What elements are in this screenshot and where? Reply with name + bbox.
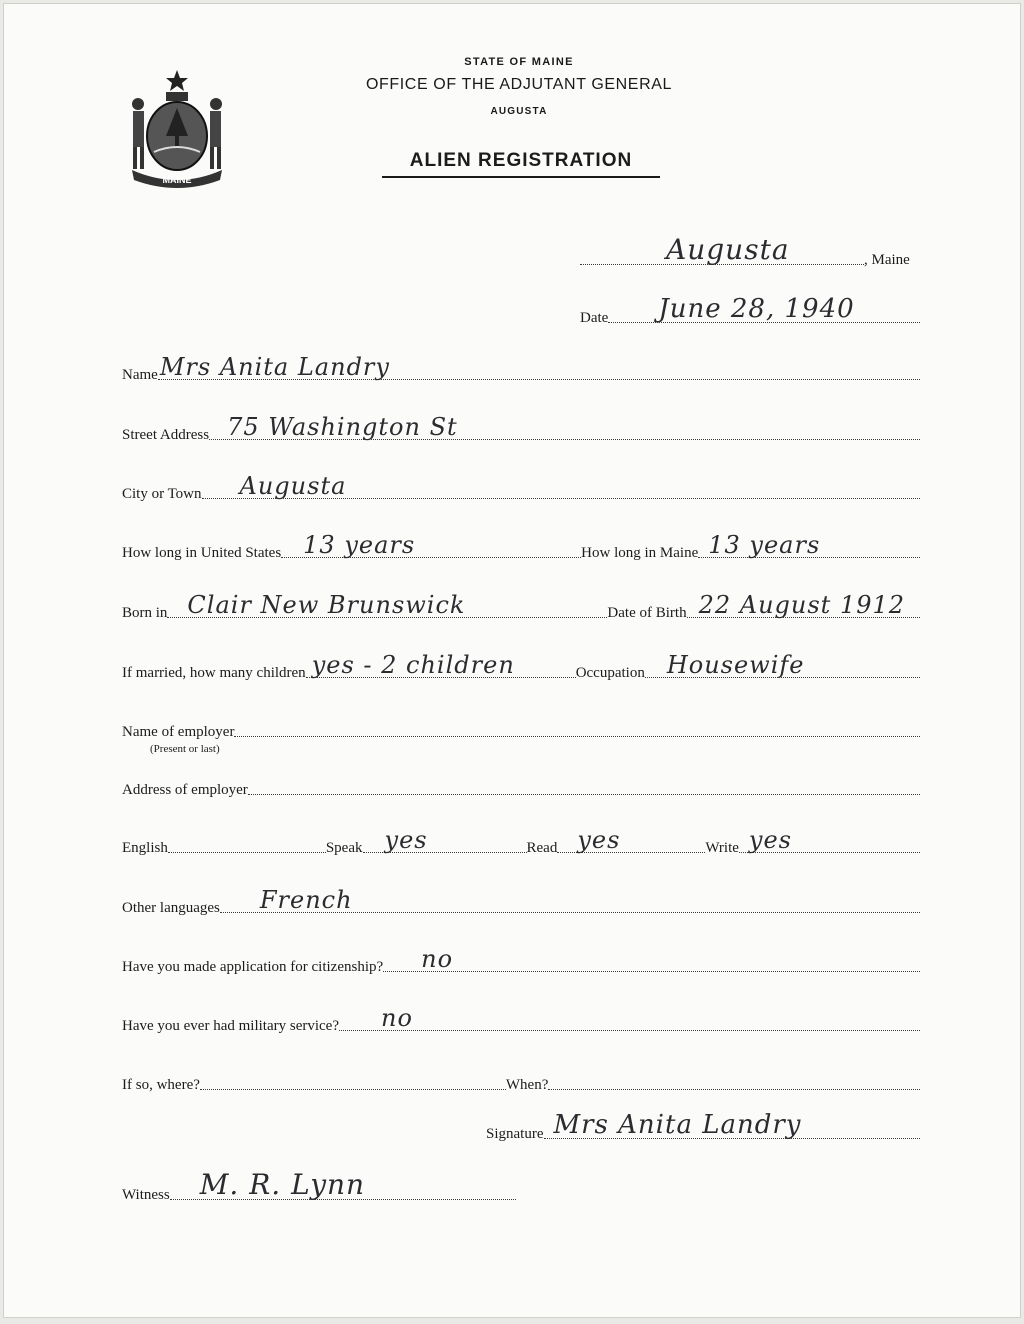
witness-value: M. R. Lynn — [199, 1168, 366, 1201]
birth-row — [122, 591, 920, 622]
name-row — [122, 353, 920, 384]
date-label: Date — [580, 310, 609, 326]
occupation-field[interactable] — [645, 651, 920, 679]
speak-field[interactable] — [363, 826, 527, 854]
english-row — [122, 826, 920, 857]
born-field[interactable] — [167, 591, 607, 619]
occupation-value: Housewife — [666, 651, 805, 679]
where-label: If so, where? — [122, 1077, 200, 1093]
speak-label: Speak — [325, 840, 363, 856]
city-value: Augusta — [239, 472, 347, 500]
name-value: Mrs Anita Landry — [159, 353, 390, 381]
children-label: If married, how many children — [122, 665, 306, 681]
born-label: Born in — [122, 605, 168, 621]
signature-field[interactable] — [544, 1110, 921, 1140]
english-field[interactable] — [168, 851, 326, 853]
date-field[interactable] — [608, 294, 920, 324]
when-label: When? — [505, 1077, 549, 1093]
employer-label: Name of employer — [122, 724, 235, 740]
name-label: Name — [122, 367, 158, 383]
city-heading: AUGUSTA — [490, 106, 548, 117]
english-label: English — [122, 840, 168, 856]
street-value: 75 Washington St — [227, 413, 458, 441]
place-value: Augusta — [666, 233, 790, 266]
us-years-value: 13 years — [303, 531, 416, 559]
maine-state-seal — [126, 66, 228, 192]
speak-value: yes — [384, 826, 428, 854]
maine-years-field[interactable] — [698, 531, 920, 559]
write-label: Write — [705, 840, 739, 856]
read-label: Read — [526, 840, 558, 856]
place-row — [580, 233, 920, 269]
dob-label: Date of Birth — [607, 605, 687, 621]
city-field[interactable] — [202, 472, 920, 500]
signature-value: Mrs Anita Landry — [553, 1110, 802, 1140]
name-field[interactable] — [158, 353, 920, 381]
state-heading: STATE OF MAINE — [464, 56, 574, 68]
maine-years-value: 13 years — [708, 531, 821, 559]
citizenship-row — [122, 945, 920, 976]
street-label: Street Address — [122, 427, 210, 443]
service-row — [122, 1077, 920, 1094]
maine-years-label: How long in Maine — [581, 545, 699, 561]
residence-row — [122, 531, 920, 562]
street-row — [122, 413, 920, 444]
languages-row — [122, 886, 920, 917]
date-value: June 28, 1940 — [658, 294, 855, 324]
us-years-field[interactable] — [281, 531, 581, 559]
languages-value: French — [259, 886, 353, 914]
form-title: ALIEN REGISTRATION — [382, 150, 660, 178]
employer-address-row — [122, 782, 920, 799]
place-suffix: , Maine — [864, 252, 910, 268]
citizenship-label: Have you made application for citizenship? — [122, 959, 384, 975]
employer-address-label: Address of employer — [122, 782, 248, 798]
read-field[interactable] — [557, 826, 705, 854]
signature-label: Signature — [486, 1126, 544, 1142]
dob-field[interactable] — [687, 591, 920, 619]
witness-row — [122, 1168, 516, 1204]
write-value: yes — [748, 826, 792, 854]
where-field[interactable] — [200, 1088, 506, 1090]
registration-form — [3, 3, 1021, 1318]
children-field[interactable] — [306, 651, 576, 679]
military-value: no — [381, 1004, 413, 1032]
city-label: City or Town — [122, 486, 202, 502]
place-line[interactable] — [580, 233, 864, 266]
date-row — [580, 294, 920, 327]
seal-banner-text: MAINE — [162, 175, 192, 185]
children-value: yes - 2 children — [311, 651, 515, 679]
us-years-label: How long in United States — [122, 545, 282, 561]
employer-address-field[interactable] — [248, 793, 920, 795]
city-row — [122, 472, 920, 503]
employer-note: (Present or last) — [150, 743, 220, 755]
born-value: Clair New Brunswick — [187, 591, 466, 619]
citizenship-field[interactable] — [383, 945, 920, 973]
dob-value: 22 August 1912 — [698, 591, 906, 619]
witness-label: Witness — [122, 1187, 170, 1203]
office-heading: OFFICE OF THE ADJUTANT GENERAL — [365, 76, 673, 93]
languages-label: Other languages — [122, 900, 220, 916]
signature-row — [486, 1110, 920, 1143]
employer-row — [122, 724, 920, 741]
when-field[interactable] — [548, 1088, 920, 1090]
languages-field[interactable] — [220, 886, 920, 914]
write-field[interactable] — [739, 826, 920, 854]
witness-field[interactable] — [170, 1168, 516, 1201]
read-value: yes — [577, 826, 621, 854]
citizenship-value: no — [421, 945, 454, 973]
family-row — [122, 651, 920, 682]
employer-field[interactable] — [234, 735, 920, 737]
military-field[interactable] — [339, 1004, 920, 1032]
military-label: Have you ever had military service? — [122, 1018, 339, 1034]
military-row — [122, 1004, 920, 1035]
occupation-label: Occupation — [575, 665, 645, 681]
street-field[interactable] — [209, 413, 920, 441]
